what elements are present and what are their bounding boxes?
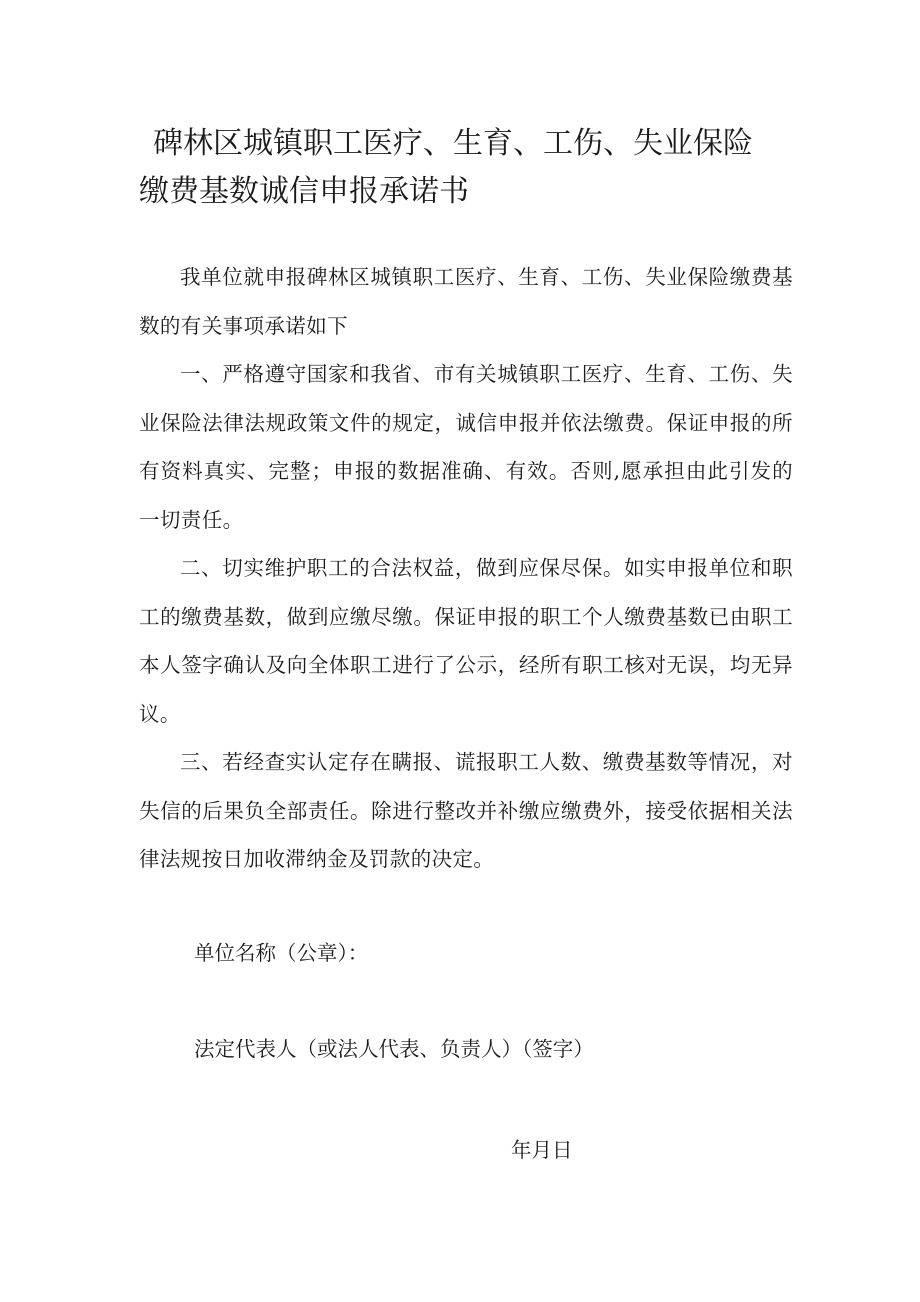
legal-representative-label: 法定代表人（或法人代表、负责人）（签字） bbox=[194, 1037, 594, 1061]
commitment-3: 三、若经查实认定存在瞒报、谎报职工人数、缴费基数等情况，对失信的后果负全部责任。除进行整改并补缴应缴费外，接受依据相关法律法规按日加收滞纳金及罚款的决定。 bbox=[139, 750, 793, 871]
intro-paragraph: 我单位就申报碑林区城镇职工医疗、生育、工伤、失业保险缴费基数的有关事项承诺如下 bbox=[139, 265, 793, 338]
document-body bbox=[139, 253, 793, 884]
commitment-2: 二、切实维护职工的合法权益，做到应保尽保。如实申报单位和职工的缴费基数，做到应缴尽缴。保证申报的职工个人缴费基数已由职工本人签字确认及向全体职工进行了公示，经所有职工核对无误，均无异议。 bbox=[139, 556, 793, 726]
date-label: 年月日 bbox=[511, 1138, 573, 1162]
title-line-2: 缴费基数诚信申报承诺书 bbox=[139, 174, 469, 209]
title-line-1: 碑林区城镇职工医疗、生育、工伤、失业保险 bbox=[153, 126, 753, 161]
document-title bbox=[139, 120, 799, 216]
commitment-1: 一、严格遵守国家和我省、市有关城镇职工医疗、生育、工伤、失业保险法律法规政策文件的规定，诚信申报并依法缴费。保证申报的所有资料真实、完整；申报的数据准确、有效。否则,愿承担由此引发的一切责任。 bbox=[139, 362, 793, 532]
unit-name-label: 单位名称（公章）： bbox=[194, 941, 369, 965]
